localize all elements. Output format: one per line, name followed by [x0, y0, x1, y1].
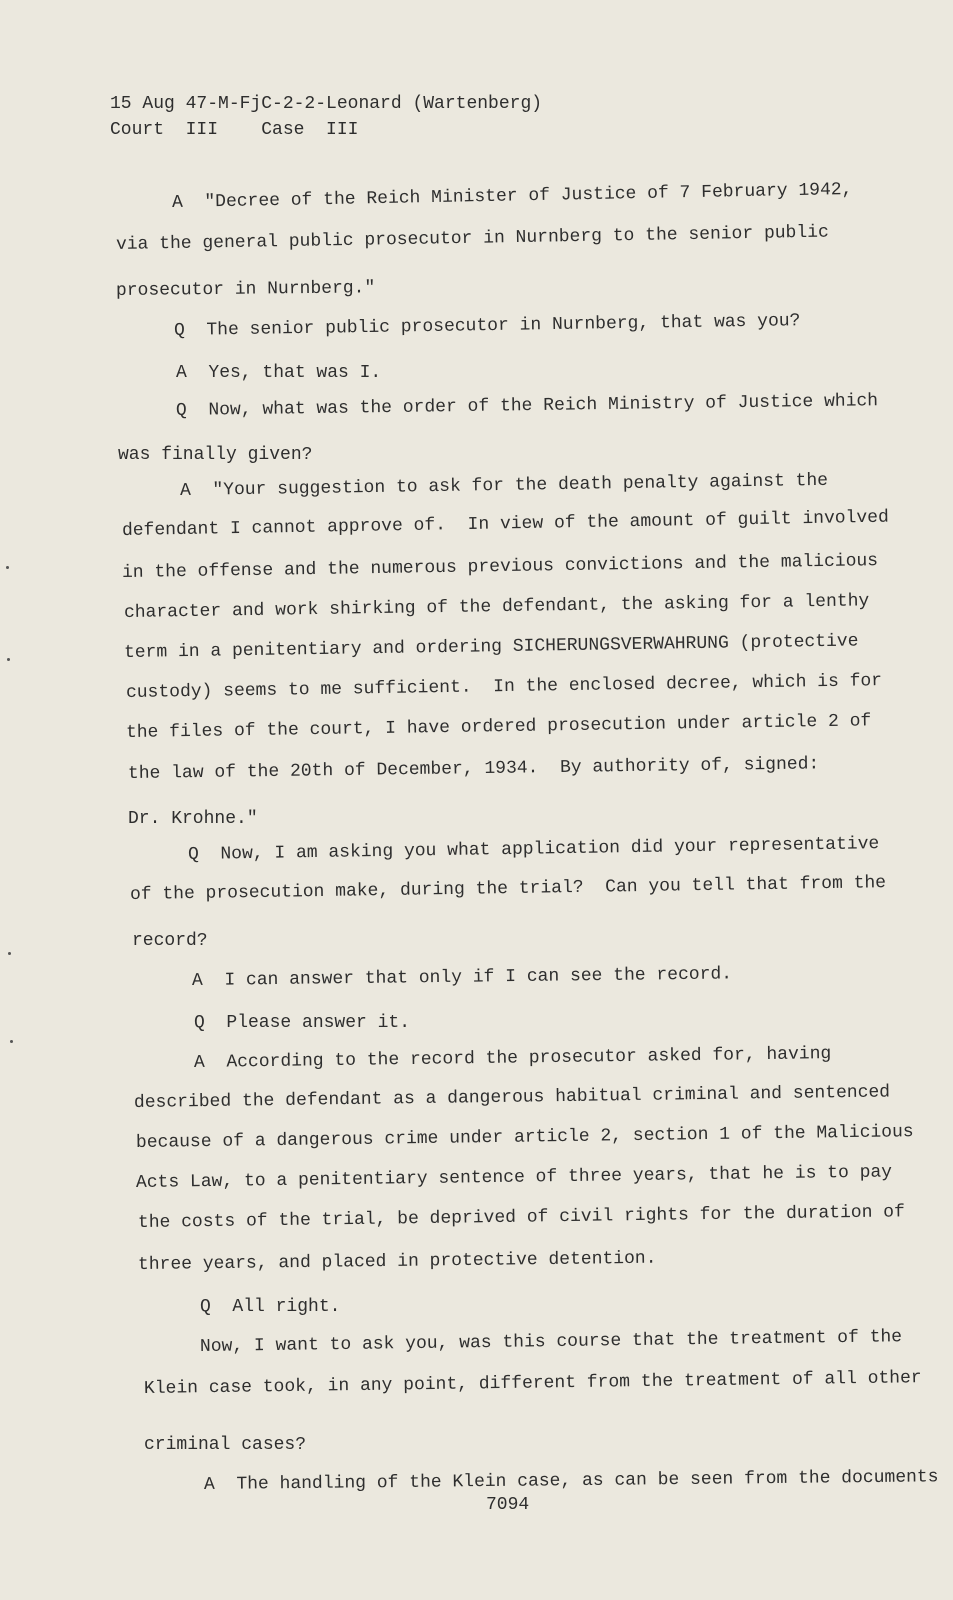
- body-line: of the prosecution make, during the trial? Can you tell that from the: [129, 873, 887, 905]
- body-line: term in a penitentiary and ordering SICHERUNGSVERWAHRUNG (protective: [123, 631, 859, 663]
- page-number: 7094: [486, 1495, 530, 1515]
- body-line: A "Decree of the Reich Minister of Justice of 7 February 1942,: [171, 179, 853, 213]
- body-line: A "Your suggestion to ask for the death penalty against the: [179, 470, 829, 501]
- body-line: described the defendant as a dangerous habitual criminal and sentenced: [133, 1082, 891, 1113]
- body-line: in the offense and the numerous previous convictions and the malicious: [121, 551, 879, 583]
- punch-mark: [7, 658, 10, 661]
- body-line: character and work shirking of the defendant, the asking for a lenthy: [123, 591, 870, 623]
- body-line: Q All right.: [200, 1297, 341, 1317]
- body-line: defendant I cannot approve of. In view of the amount of guilt involved: [121, 507, 889, 541]
- body-line: Klein case took, in any point, different from the treatment of all other: [143, 1368, 922, 1399]
- header-line-1: 15 Aug 47-M-FjC-2-2-Leonard (Wartenberg): [110, 94, 543, 114]
- header-line-2: Court III Case III: [110, 120, 359, 140]
- body-line: Now, I want to ask you, was this course that the treatment of the: [199, 1327, 903, 1357]
- body-line: three years, and placed in protective detention.: [137, 1248, 657, 1275]
- body-line: Q The senior public prosecutor in Nurnberg, that was you?: [173, 311, 801, 341]
- punch-mark: [10, 1040, 13, 1043]
- body-line: A Yes, that was I.: [176, 363, 382, 383]
- body-line: Dr. Krohne.": [128, 809, 258, 829]
- punch-mark: [8, 952, 11, 955]
- punch-mark: [6, 566, 9, 569]
- body-line: Acts Law, to a penitentiary sentence of three years, that he is to pay: [135, 1162, 893, 1193]
- body-line: via the general public prosecutor in Nurnberg to the senior public: [115, 222, 829, 255]
- body-line: custody) seems to me sufficient. In the enclosed decree, which is for: [125, 671, 883, 703]
- body-line: Q Now, what was the order of the Reich Ministry of Justice which: [175, 391, 879, 421]
- body-line: Q Please answer it.: [194, 1013, 411, 1033]
- body-line: A The handling of the Klein case, as can be seen from the documents: [203, 1467, 939, 1495]
- body-line: the files of the court, I have ordered prosecution under article 2 of: [125, 711, 872, 743]
- body-line: the law of the 20th of December, 1934. By authority of, signed:: [127, 754, 820, 784]
- body-line: because of a dangerous crime under article 2, section 1 of the Malicious: [135, 1122, 914, 1153]
- body-line: A I can answer that only if I can see the record.: [191, 964, 733, 991]
- body-line: criminal cases?: [144, 1435, 307, 1455]
- body-line: the costs of the trial, be deprived of civil rights for the duration of: [137, 1202, 906, 1233]
- body-line: Q Now, I am asking you what application did your representative: [187, 834, 880, 865]
- body-line: prosecutor in Nurnberg.": [115, 278, 376, 301]
- body-line: A According to the record the prosecutor asked for, having: [193, 1044, 832, 1073]
- body-line: was finally given?: [118, 445, 313, 465]
- body-line: record?: [132, 931, 208, 951]
